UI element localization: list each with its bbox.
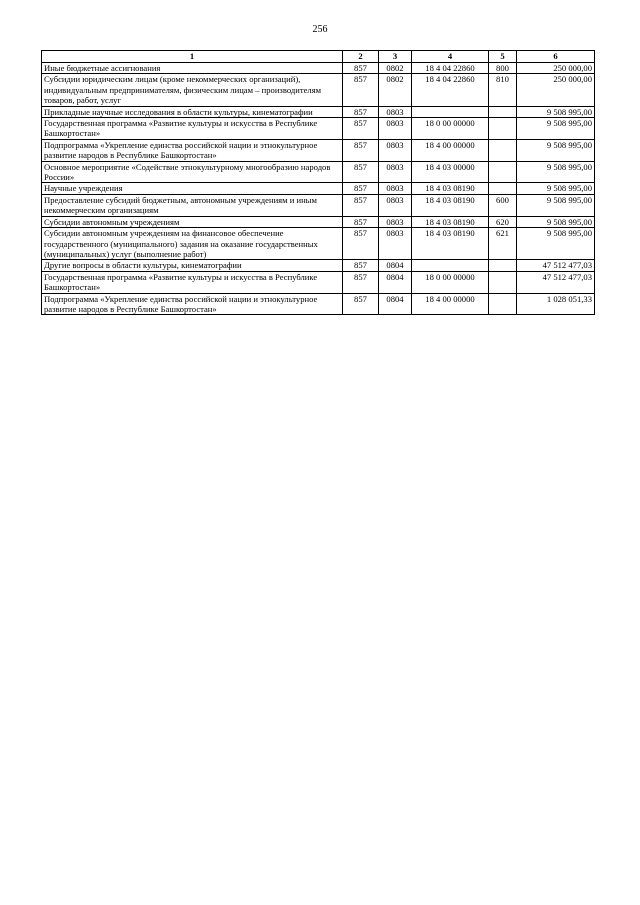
row-expense-type: 810 (489, 74, 517, 106)
row-amount: 9 508 995,00 (517, 139, 595, 161)
header-col-1: 1 (42, 51, 343, 63)
row-expense-type (489, 139, 517, 161)
row-ved-code: 857 (343, 106, 379, 117)
row-section-code: 0804 (379, 293, 412, 315)
row-target-article: 18 4 03 08190 (412, 183, 489, 194)
table-row (42, 260, 595, 271)
row-section-code: 0803 (379, 118, 412, 140)
row-amount: 250 000,00 (517, 63, 595, 74)
row-ved-code: 857 (343, 63, 379, 74)
table-row (42, 228, 595, 260)
row-target-article: 18 0 00 00000 (412, 118, 489, 140)
row-ved-code: 857 (343, 194, 379, 216)
row-ved-code: 857 (343, 161, 379, 183)
row-name: Подпрограмма «Укрепление единства российской нации и этнокультурное развитие народов в Республике Башкортостан» (42, 293, 343, 315)
row-section-code: 0803 (379, 161, 412, 183)
row-ved-code: 857 (343, 74, 379, 106)
table-row (42, 161, 595, 183)
row-amount: 9 508 995,00 (517, 106, 595, 117)
row-name: Основное мероприятие «Содействие этнокультурному многообразию народов России» (42, 161, 343, 183)
row-amount: 9 508 995,00 (517, 216, 595, 227)
row-amount: 250 000,00 (517, 74, 595, 106)
table-row (42, 118, 595, 140)
row-expense-type: 621 (489, 228, 517, 260)
row-expense-type: 800 (489, 63, 517, 74)
row-name: Субсидии автономным учреждениям (42, 216, 343, 227)
header-col-5: 5 (489, 51, 517, 63)
row-target-article: 18 4 03 08190 (412, 194, 489, 216)
row-name: Научные учреждения (42, 183, 343, 194)
table-row (42, 216, 595, 227)
row-section-code: 0802 (379, 63, 412, 74)
table-row (42, 74, 595, 106)
row-section-code: 0803 (379, 139, 412, 161)
row-name: Субсидии юридическим лицам (кроме некоммерческих организаций), индивидуальным предпринимателям, физическим лицам – производителям товаров, работ, услуг (42, 74, 343, 106)
row-section-code: 0804 (379, 260, 412, 271)
row-expense-type (489, 260, 517, 271)
table-row (42, 63, 595, 74)
row-ved-code: 857 (343, 293, 379, 315)
row-expense-type: 620 (489, 216, 517, 227)
table-body (42, 63, 595, 315)
row-expense-type (489, 106, 517, 117)
row-ved-code: 857 (343, 183, 379, 194)
row-section-code: 0803 (379, 216, 412, 227)
row-amount: 9 508 995,00 (517, 183, 595, 194)
row-name: Иные бюджетные ассигнования (42, 63, 343, 74)
header-row (42, 51, 595, 63)
header-col-2: 2 (343, 51, 379, 63)
row-expense-type (489, 118, 517, 140)
row-section-code: 0804 (379, 271, 412, 293)
header-col-4: 4 (412, 51, 489, 63)
header-col-3: 3 (379, 51, 412, 63)
row-ved-code: 857 (343, 271, 379, 293)
row-target-article: 18 4 04 22860 (412, 63, 489, 74)
row-target-article: 18 4 03 08190 (412, 216, 489, 227)
row-ved-code: 857 (343, 139, 379, 161)
table-row (42, 293, 595, 315)
row-name: Государственная программа «Развитие культуры и искусства в Республике Башкортостан» (42, 271, 343, 293)
table-row (42, 106, 595, 117)
row-name: Предоставление субсидий бюджетным, автономным учреждениям и иным некоммерческим организациям (42, 194, 343, 216)
table-row (42, 139, 595, 161)
row-section-code: 0803 (379, 194, 412, 216)
row-section-code: 0802 (379, 74, 412, 106)
row-name: Подпрограмма «Укрепление единства российской нации и этнокультурное развитие народов в Республике Башкортостан» (42, 139, 343, 161)
row-expense-type (489, 293, 517, 315)
row-ved-code: 857 (343, 118, 379, 140)
row-target-article: 18 4 00 00000 (412, 293, 489, 315)
row-target-article (412, 260, 489, 271)
row-target-article (412, 106, 489, 117)
row-target-article: 18 4 03 00000 (412, 161, 489, 183)
row-ved-code: 857 (343, 216, 379, 227)
row-amount: 47 512 477,03 (517, 260, 595, 271)
row-expense-type (489, 271, 517, 293)
row-ved-code: 857 (343, 228, 379, 260)
row-amount: 47 512 477,03 (517, 271, 595, 293)
table-row (42, 194, 595, 216)
row-target-article: 18 4 03 08190 (412, 228, 489, 260)
row-expense-type: 600 (489, 194, 517, 216)
row-amount: 9 508 995,00 (517, 161, 595, 183)
row-amount: 1 028 051,33 (517, 293, 595, 315)
row-target-article: 18 4 04 22860 (412, 74, 489, 106)
header-col-6: 6 (517, 51, 595, 63)
table-row (42, 183, 595, 194)
row-amount: 9 508 995,00 (517, 194, 595, 216)
row-ved-code: 857 (343, 260, 379, 271)
row-name: Другие вопросы в области культуры, кинематографии (42, 260, 343, 271)
row-name: Прикладные научные исследования в области культуры, кинематографии (42, 106, 343, 117)
row-section-code: 0803 (379, 106, 412, 117)
row-amount: 9 508 995,00 (517, 118, 595, 140)
row-expense-type (489, 161, 517, 183)
budget-table (41, 50, 595, 315)
row-target-article: 18 0 00 00000 (412, 271, 489, 293)
table-row (42, 271, 595, 293)
row-amount: 9 508 995,00 (517, 228, 595, 260)
row-name: Субсидии автономным учреждениям на финансовое обеспечение государственного (муниципального) задания на оказание государственных (муниципальных) услуг (выполнение работ) (42, 228, 343, 260)
row-expense-type (489, 183, 517, 194)
row-section-code: 0803 (379, 228, 412, 260)
row-name: Государственная программа «Развитие культуры и искусства в Республике Башкортостан» (42, 118, 343, 140)
page-number: 256 (312, 24, 328, 35)
row-target-article: 18 4 00 00000 (412, 139, 489, 161)
row-section-code: 0803 (379, 183, 412, 194)
